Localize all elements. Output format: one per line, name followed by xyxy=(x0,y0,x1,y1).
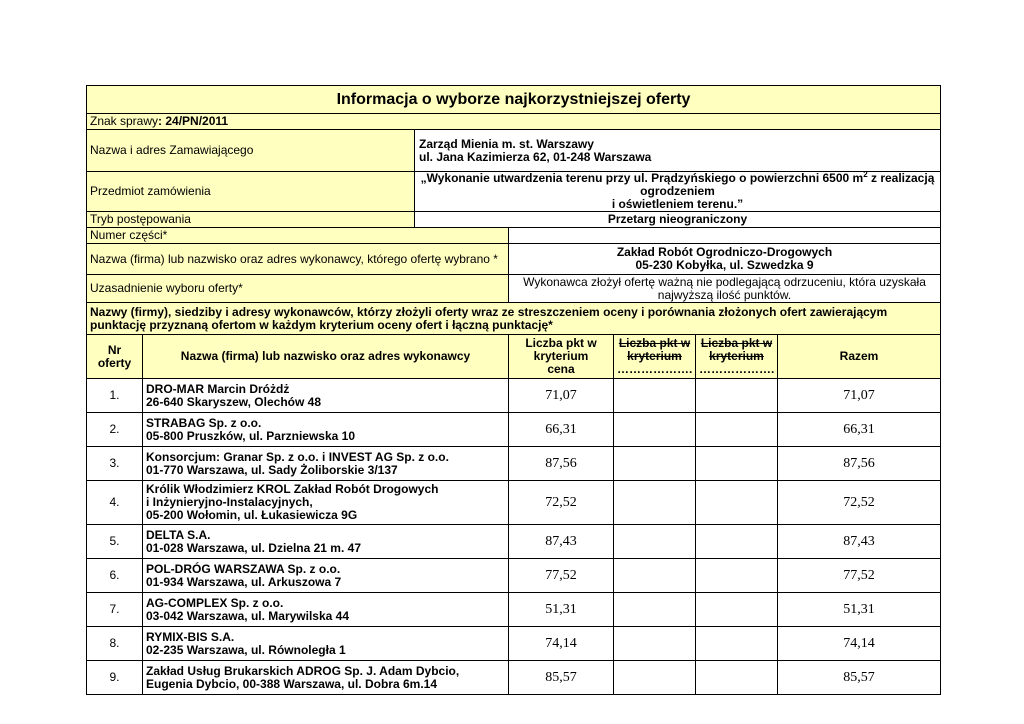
offer-contractor xyxy=(143,593,509,627)
offer-crit3-points xyxy=(696,481,778,525)
case-row xyxy=(87,114,941,130)
col-crit2-header xyxy=(614,335,696,379)
offer-crit3-points xyxy=(696,447,778,481)
offer-crit3-points xyxy=(696,627,778,661)
document-page xyxy=(86,85,940,695)
offer-crit3-points xyxy=(696,379,778,413)
offer-crit3-points xyxy=(696,525,778,559)
offer-crit2-points xyxy=(614,593,696,627)
col-crit2-line3: ………………. xyxy=(617,362,693,376)
offer-crit3-points xyxy=(696,413,778,447)
offer-nr: 6. xyxy=(87,559,143,593)
offer-total-points: 66,31 xyxy=(778,413,941,447)
offer-nr: 9. xyxy=(87,661,143,695)
table-row xyxy=(87,379,941,413)
offer-crit3-points xyxy=(696,593,778,627)
contractor-line: STRABAG Sp. z o.o. xyxy=(146,415,262,430)
offer-contractor xyxy=(143,379,509,413)
offer-crit2-points xyxy=(614,481,696,525)
col-crit2-line2: kryterium xyxy=(627,349,682,363)
offer-rows xyxy=(87,379,941,695)
ordering-name: Zarząd Mienia m. st. Warszawy xyxy=(419,136,594,151)
offer-total-points: 87,56 xyxy=(778,447,941,481)
offer-price-points: 66,31 xyxy=(509,413,614,447)
winner-name: Zakład Robót Ogrodniczo-Drogowych xyxy=(616,245,833,259)
winner-label: Nazwa (firma) lub nazwisko oraz adres wykonawcy, którego ofertę wybrano * xyxy=(87,244,509,275)
subject-text-b: z realizacją ogrodzeniem xyxy=(640,171,935,198)
offer-contractor xyxy=(143,481,509,525)
contractor-line: RYMIX-BIS S.A. xyxy=(146,629,235,644)
offer-price-points: 87,43 xyxy=(509,525,614,559)
offers-header-row xyxy=(87,335,941,379)
col-crit3-header xyxy=(696,335,778,379)
title-row xyxy=(87,86,941,114)
offer-nr: 3. xyxy=(87,447,143,481)
contractor-line: 05-800 Pruszków, ul. Parzniewska 10 xyxy=(146,428,355,443)
procedure-label: Tryb postępowania xyxy=(87,212,415,228)
ordering-address: ul. Jana Kazimierza 62, 01-248 Warszawa xyxy=(419,149,652,164)
table-row xyxy=(87,525,941,559)
table-row xyxy=(87,661,941,695)
offer-price-points: 71,07 xyxy=(509,379,614,413)
offer-crit2-points xyxy=(614,413,696,447)
contractor-line: 05-200 Wołomin, ul. Łukasiewicza 9G xyxy=(146,508,358,522)
offer-nr: 2. xyxy=(87,413,143,447)
ordering-row xyxy=(87,130,941,172)
col-crit3-line1: Liczba pkt w xyxy=(700,336,773,350)
contractor-line: POL-DRÓG WARSZAWA Sp. z o.o. xyxy=(146,561,341,576)
contractor-line: 03-042 Warszawa, ul. Marywilska 44 xyxy=(146,608,349,623)
subject-line-2: i oświetleniem terenu.” xyxy=(611,197,744,211)
table-row xyxy=(87,627,941,661)
offer-total-points: 77,52 xyxy=(778,559,941,593)
case-label: Znak sprawy xyxy=(90,114,159,128)
part-row xyxy=(87,228,941,244)
offer-contractor xyxy=(143,661,509,695)
justification-label: Uzasadnienie wyboru oferty* xyxy=(87,275,509,303)
procedure-value: Przetarg nieograniczony xyxy=(415,212,941,228)
winner-value xyxy=(509,244,941,275)
contractor-line: Konsorcjum: Granar Sp. z o.o. i INVEST AG Sp. z o.o. xyxy=(146,449,449,464)
subject-sup: 2 xyxy=(863,170,868,179)
offer-info-table xyxy=(86,85,941,695)
offer-crit3-points xyxy=(696,559,778,593)
offer-crit2-points xyxy=(614,525,696,559)
offers-heading: Nazwy (firmy), siedziby i adresy wykonawców, którzy złożyli oferty wraz ze streszczeniem oceny i porównania złożonych ofert zawierającym punktację przyznaną ofertom w każdym kryterium oceny ofert i łączną punktację* xyxy=(87,303,941,335)
offer-contractor xyxy=(143,447,509,481)
offer-contractor xyxy=(143,525,509,559)
subject-line-1 xyxy=(418,172,937,198)
offer-total-points: 51,31 xyxy=(778,593,941,627)
contractor-line: DRO-MAR Marcin Dróżdż xyxy=(146,381,290,396)
contractor-line: i Inżynieryjno-Instalacyjnych, xyxy=(146,495,313,509)
offer-nr: 1. xyxy=(87,379,143,413)
col-price-line2: kryterium xyxy=(533,349,589,363)
winner-row xyxy=(87,244,941,275)
offer-contractor xyxy=(143,413,509,447)
case-cell: Znak sprawy: 24/PN/2011 xyxy=(87,114,941,130)
offer-nr: 5. xyxy=(87,525,143,559)
ordering-label: Nazwa i adres Zamawiającego xyxy=(87,130,415,172)
col-crit3-line3: ………………. xyxy=(699,362,775,376)
contractor-line: 26-640 Skaryszew, Olechów 48 xyxy=(146,394,321,409)
contractor-line: 01-770 Warszawa, ul. Sady Żoliborskie 3/137 xyxy=(146,462,398,477)
table-row xyxy=(87,413,941,447)
document-title: Informacja o wyborze najkorzystniejszej oferty xyxy=(87,86,941,114)
offer-price-points: 72,52 xyxy=(509,481,614,525)
justification-row xyxy=(87,275,941,303)
offer-crit2-points xyxy=(614,379,696,413)
subject-row xyxy=(87,172,941,212)
offers-heading-row xyxy=(87,303,941,335)
offer-crit2-points xyxy=(614,447,696,481)
part-value xyxy=(509,228,941,244)
offer-price-points: 85,57 xyxy=(509,661,614,695)
offer-crit2-points xyxy=(614,559,696,593)
offer-price-points: 51,31 xyxy=(509,593,614,627)
col-price-header xyxy=(509,335,614,379)
offer-nr: 8. xyxy=(87,627,143,661)
col-name-header: Nazwa (firma) lub nazwisko oraz adres wykonawcy xyxy=(143,335,509,379)
contractor-line: AG-COMPLEX Sp. z o.o. xyxy=(146,595,284,610)
ordering-value xyxy=(415,130,941,172)
offer-total-points: 71,07 xyxy=(778,379,941,413)
subject-text-a: „Wykonanie utwardzenia terenu przy ul. Prądzyńskiego o powierzchni 6500 m xyxy=(420,171,864,185)
col-total-header: Razem xyxy=(778,335,941,379)
contractor-line: Eugenia Dybcio, 00-388 Warszawa, ul. Dobra 6m.14 xyxy=(146,676,437,691)
offer-nr: 4. xyxy=(87,481,143,525)
table-row xyxy=(87,559,941,593)
offer-total-points: 74,14 xyxy=(778,627,941,661)
table-row xyxy=(87,481,941,525)
col-nr-header xyxy=(87,335,143,379)
procedure-row xyxy=(87,212,941,228)
col-nr-line2: oferty xyxy=(97,355,132,370)
offer-price-points: 74,14 xyxy=(509,627,614,661)
table-row xyxy=(87,593,941,627)
offer-price-points: 77,52 xyxy=(509,559,614,593)
offer-price-points: 87,56 xyxy=(509,447,614,481)
col-crit2-line1: Liczba pkt w xyxy=(618,336,691,350)
contractor-line: 02-235 Warszawa, ul. Równoległa 1 xyxy=(146,642,346,657)
case-number: 24/PN/2011 xyxy=(165,114,229,128)
col-nr-line1: Nr xyxy=(107,342,122,357)
contractor-line: 01-934 Warszawa, ul. Arkuszowa 7 xyxy=(146,574,342,589)
offer-total-points: 85,57 xyxy=(778,661,941,695)
offer-total-points: 87,43 xyxy=(778,525,941,559)
contractor-line: Zakład Usług Brukarskich ADROG Sp. J. Adam Dybcio, xyxy=(146,663,460,678)
offer-crit2-points xyxy=(614,627,696,661)
offer-nr: 7. xyxy=(87,593,143,627)
col-price-line1: Liczba pkt w xyxy=(525,336,597,350)
subject-label: Przedmiot zamówienia xyxy=(87,172,415,212)
col-price-line3: cena xyxy=(547,362,575,376)
subject-value xyxy=(415,172,941,212)
winner-address: 05-230 Kobyłka, ul. Szwedzka 9 xyxy=(635,258,814,272)
offer-contractor xyxy=(143,559,509,593)
part-label: Numer części* xyxy=(87,228,509,244)
justification-value: Wykonawca złożył ofertę ważną nie podlegającą odrzuceniu, która uzyskała najwyższą ilość punktów. xyxy=(509,275,941,303)
contractor-line: DELTA S.A. xyxy=(146,527,211,542)
offer-total-points: 72,52 xyxy=(778,481,941,525)
table-row xyxy=(87,447,941,481)
col-crit3-line2: kryterium xyxy=(709,349,764,363)
offer-crit3-points xyxy=(696,661,778,695)
contractor-line: Królik Włodzimierz KROL Zakład Robót Drogowych xyxy=(146,482,439,496)
offer-crit2-points xyxy=(614,661,696,695)
contractor-line: 01-028 Warszawa, ul. Dzielna 21 m. 47 xyxy=(146,540,361,555)
offer-contractor xyxy=(143,627,509,661)
